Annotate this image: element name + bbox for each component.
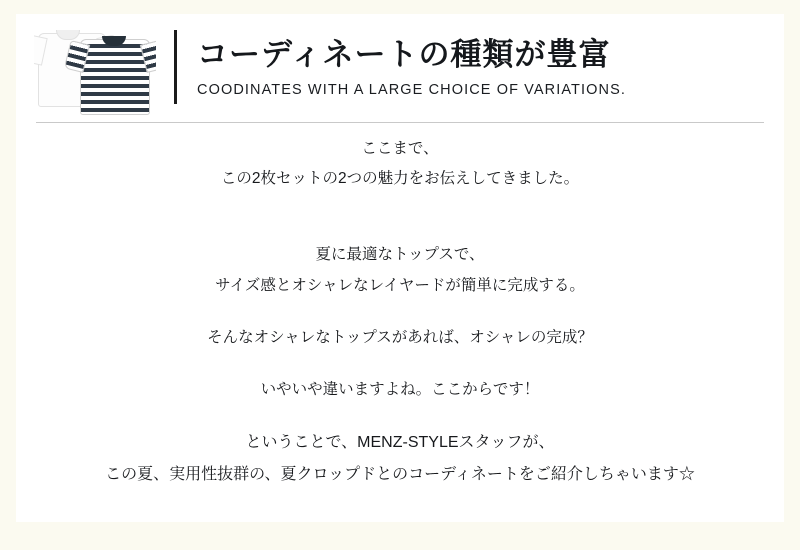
paragraph-line: いやいや違いますよね。ここからです！ [260, 381, 540, 399]
paragraph-question [16, 323, 784, 353]
paragraph-line: そんなオシャレなトップスがあれば、オシャレの完成？ [207, 328, 593, 346]
paragraph-line: この夏、実用性抜群の、夏クロップドとのコーディネートをご紹介しちゃいます☆ [105, 465, 695, 483]
striped-tshirt-icon [80, 39, 150, 115]
page-edge-bottom [0, 522, 800, 550]
body-copy [16, 134, 784, 490]
header-rule [36, 122, 764, 123]
paragraph-answer [16, 375, 784, 405]
paragraph-line: 夏に最適なトップスで、 [315, 246, 485, 264]
paragraph-line: サイズ感とオシャレなレイヤードが簡単に完成する。 [215, 276, 585, 294]
page-edge-right [784, 0, 800, 550]
header-text-block [197, 36, 626, 98]
tshirt-set-image [34, 19, 156, 115]
paragraph-closing [16, 427, 784, 489]
page-edge-top [0, 0, 800, 14]
page-subtitle: COODINATES WITH A LARGE CHOICE OF VARIATIONS. [197, 81, 626, 98]
paragraph-line: ということで、MENZ-STYLEスタッフが、 [245, 434, 555, 452]
header-divider [174, 30, 177, 104]
page-title: コーディネートの種類が豊富 [197, 37, 611, 73]
header-banner [16, 14, 784, 120]
page-edge-left [0, 0, 16, 550]
paragraph-line: ここまで、 [361, 140, 439, 157]
paragraph-intro [16, 134, 784, 194]
paragraph-summer-tops [16, 240, 784, 300]
paragraph-line: この2枚セットの2つの魅力をお伝えしてきました。 [220, 170, 580, 188]
